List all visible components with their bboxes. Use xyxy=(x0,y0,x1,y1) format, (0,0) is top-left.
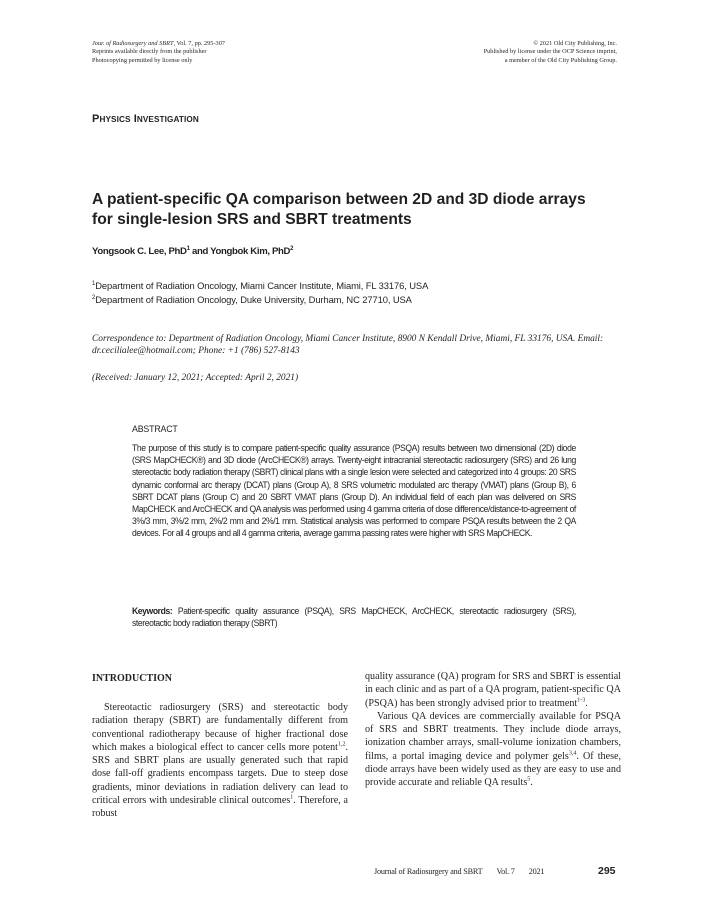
journal-citation: Jour. of Radiosurgery and SBRT, Vol. 7, pp. 295-307 xyxy=(92,40,225,47)
introduction-heading: INTRODUCTION xyxy=(92,673,173,684)
affiliation-marker: 1 xyxy=(186,246,190,252)
affiliation-item: $^1$Department of Radiation Oncology, Miami Cancer Institute, Miami, FL 33176, USA xyxy=(92,280,429,292)
page-number: 295 xyxy=(598,865,616,877)
body-column-left xyxy=(92,701,348,821)
running-footer xyxy=(374,867,558,876)
footer-journal-name: Journal of Radiosurgery and SBRT xyxy=(374,867,483,876)
footer-volume: Vol. 7 xyxy=(496,867,515,876)
keywords xyxy=(132,606,576,630)
citation-ref: 1,2 xyxy=(337,741,346,748)
keywords-label: Keywords: xyxy=(132,606,173,617)
article-title: A patient-specific QA comparison between 2D and 3D diode arrays for single-lesion SRS and SBRT treatments xyxy=(92,191,586,228)
paragraph: Various QA devices are commercially available for PSQA of SRS and SBRT treatments. They include diode arrays, ionization chamber arrays, small-volume ionization chambers, films, a portal imaging device and polymer gels$^{3,4}$. Of these, diode arrays have been widely used as they are easy to use and provide accurate and reliable QA results$^5$. xyxy=(365,710,622,789)
received-accepted-dates: (Received: January 12, 2021; Accepted: April 2, 2021) xyxy=(92,373,299,383)
paragraph: Stereotactic radiosurgery (SRS) and stereotactic body radiation therapy (SBRT) are fundamentally different from conventional radiotherapy because of higher fractional dose which makes a biological effect to cancer cells more potent$^{1,2}$. SRS and SBRT plans are usually generated such that rapid dose fall-off gradients encompass targets. Due to steep dose gradients, minor deviations in radiation delivery can lead to critical errors with undesirable clinical outcomes$^1$. Therefore, a robust xyxy=(92,702,348,820)
license-notice: Published by license under the OCP Science imprint, xyxy=(483,48,617,56)
affiliations xyxy=(92,278,428,307)
reprints-note: Reprints available directly from the publisher xyxy=(92,48,207,56)
footer-year: 2021 xyxy=(528,867,545,876)
running-header-right xyxy=(484,40,617,65)
author-name: Yongbok Kim, PhD xyxy=(210,246,291,258)
citation-ref: 3,4 xyxy=(568,750,577,757)
abstract-body: The purpose of this study is to compare patient-specific quality assurance (PSQA) results between two dimensional (2D) diode (SRS MapCHECK®) and 3D diode (ArcCHECK®) arrays. Twenty-eight intracranial stereotactic radiosurgery (SRS) and 26 lung stereotactic body radiation therapy (SBRT) clinical plans with a single lesion were selected and categorized into 4 groups: 20 SRS dynamic conformal arc therapy (DCAT) plans (Group A), 8 SRS volumetric modulated arc therapy (VMAT) plans (Group B), 6 SBRT DCAT plans (Group C) and 20 SBRT VMAT plans (Group D). An individual field of each plan was delivered on SRS MapCHECK and ArcCHECK and QA analysis was performed using 4 gamma criteria of dose difference/distance-to-agreement of 3%/3 mm, 3%/2 mm, 2%/2 mm and 2%/1 mm. Statistical analysis was performed to compare PSQA results between the 2 QA devices. For all 4 groups and all 4 gamma criteria, average gamma passing rates were higher with SRS MapCHECK. xyxy=(132,443,576,540)
running-header-left xyxy=(92,40,225,65)
keywords-text: Patient-specific quality assurance (PSQA), SRS MapCHECK, ArcCHECK, stereotactic radiosurgery (SRS), stereotactic body radiation therapy (SBRT) xyxy=(132,606,576,630)
affiliation-marker: 2 xyxy=(290,246,294,252)
paragraph: quality assurance (QA) program for SRS and SBRT is essential in each clinic and as part of a QA program, patient-specific QA (PSQA) has been strongly advised prior to treatment$^{1-3}$. xyxy=(365,671,621,709)
author-name: Yongsook C. Lee, PhD xyxy=(92,246,187,258)
abstract-heading: ABSTRACT xyxy=(132,424,178,435)
copyright-notice: © 2021 Old City Publishing, Inc. xyxy=(533,40,617,47)
photocopying-note: Photocopying permitted by license only xyxy=(92,56,193,64)
correspondence: Correspondence to: Department of Radiation Oncology, Miami Cancer Institute, 8900 N Kendall Drive, Miami, FL 33176, USA. Email: dr.cecilialee@hotmail.com; Phone: +1 (786) 527-8143 xyxy=(92,334,604,357)
section-label: PHYSICS INVESTIGATION xyxy=(92,113,199,125)
author-list: Yongsook C. Lee, PhD$^1$ and Yongbok Kim, PhD$^2$ xyxy=(92,246,294,258)
citation-ref: 1-3 xyxy=(577,697,586,704)
publisher-group: a member of the Old City Publishing Group. xyxy=(504,56,617,64)
body-column-right xyxy=(365,670,621,790)
affiliation-item: $^2$Department of Radiation Oncology, Duke University, Durham, NC 27710, USA xyxy=(92,294,412,306)
citation-ref: 5 xyxy=(527,777,531,784)
citation-ref: 1 xyxy=(290,794,294,801)
